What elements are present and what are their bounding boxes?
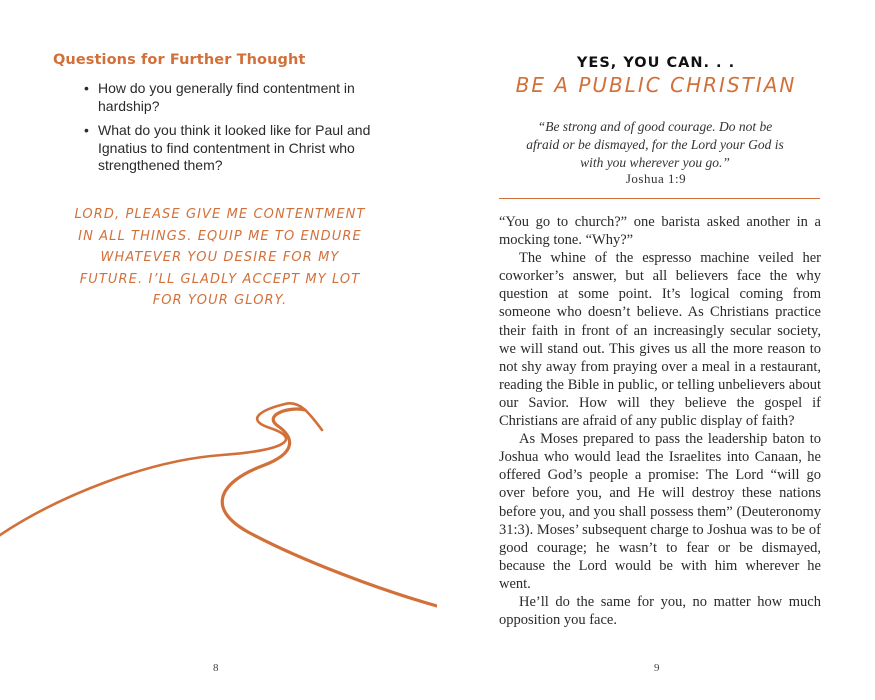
questions-list bbox=[84, 80, 374, 182]
left-page bbox=[0, 0, 437, 700]
epigraph-reference: Joshua 1:9 bbox=[625, 171, 687, 186]
body-text bbox=[499, 213, 821, 629]
body-paragraph: He’ll do the same for you, no matter how much opposition you face. bbox=[499, 593, 821, 629]
winding-road-illustration bbox=[0, 400, 437, 615]
question-item: • How do you generally find contentment in hardship? bbox=[84, 80, 374, 115]
page-number: 8 bbox=[213, 662, 219, 674]
prayer-text: LORD, PLEASE GIVE ME CONTENTMENT IN ALL THINGS. EQUIP ME TO ENDURE WHATEVER YOU DESIRE FOR MY FUTURE. I’LL GLADLY ACCEPT MY LOT FOR YOUR GLORY. bbox=[74, 207, 366, 308]
question-item: • What do you think it looked like for Paul and Ignatius to find contentment in Christ who strengthened them? bbox=[84, 122, 374, 175]
right-page bbox=[437, 0, 875, 700]
page-number: 9 bbox=[654, 662, 660, 674]
body-paragraph: The whine of the espresso machine veiled her coworker’s answer, but all believers face the why question at some point. It’s logical coming from someone who doesn’t believe. As Christians practice their faith in front of an increasingly secular society, we will stand out. This gives us all the more reason to not shy away from praying over a meal in a restaurant, reading the Bible in public, or telling unbelievers about our Savior. How will they believe the gospel if Christians are afraid of any public display of faith? bbox=[499, 250, 821, 430]
chapter-title: BE A PUBLIC CHRISTIAN bbox=[515, 73, 797, 97]
body-paragraph: “You go to church?” one barista asked another in a mocking tone. “Why?” bbox=[499, 214, 821, 249]
questions-heading: Questions for Further Thought bbox=[53, 52, 306, 68]
epigraph-verse: “Be strong and of good courage. Do not be afraid or be dismayed, for the Lord your God is with you wherever you go.” bbox=[526, 119, 784, 170]
divider-rule bbox=[499, 198, 820, 199]
body-paragraph: As Moses prepared to pass the leadership baton to Joshua who would lead the Israelites into Canaan, he offered God’s people a promise: The Lord “will go over before you, and He will destroy these nations before you, and you shall possess them” (Deuteronomy 31:3). Moses’ subsequent charge to Joshua was to be of good courage; he wasn’t to fear or be dismayed, because the Lord would be with him wherever he went. bbox=[499, 431, 821, 592]
chapter-kicker: YES, YOU CAN. . . bbox=[576, 55, 736, 71]
